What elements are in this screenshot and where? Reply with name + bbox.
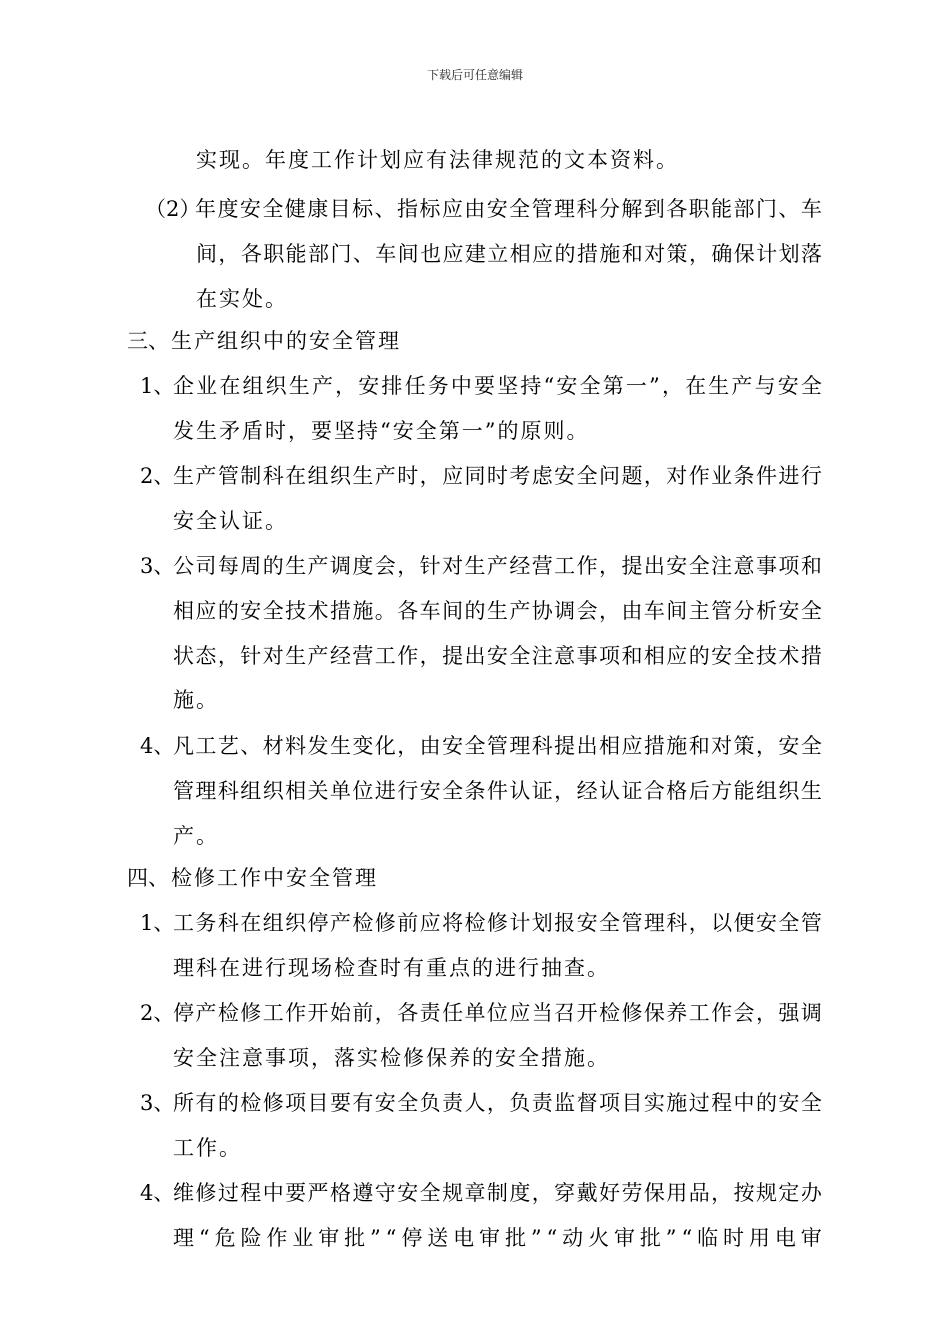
text-line — [140, 466, 822, 487]
line-text: 凡 工 艺 、 材 料 发 生 变 化 ， 由 安 全 管 理 科 提 出 相 应 措 施 和 对 策 ， 安 全 — [173, 734, 822, 758]
list-marker: 2、 — [140, 1001, 175, 1025]
text-line — [173, 646, 822, 667]
text-line — [145, 199, 822, 220]
list-marker: 三、 — [127, 329, 169, 353]
list-marker: （2） — [145, 197, 201, 221]
text-line — [140, 736, 822, 757]
list-marker: 3、 — [140, 1091, 175, 1115]
line-text: 生 产 管 制 科 在 组 织 生 产 时 ， 应 同 时 考 虑 安 全 问 题 ， 对 作 业 条 件 进 行 — [173, 464, 822, 488]
line-text: 施。 — [173, 688, 219, 712]
line-text: 发生矛盾时，要坚持“安全第一”的原则。 — [173, 419, 590, 443]
text-line — [173, 958, 610, 979]
text-line — [196, 289, 288, 310]
line-text: 检修工作中安全管理 — [171, 866, 378, 890]
line-text: 理科在进行现场检查时有重点的进行抽查。 — [173, 956, 610, 980]
text-line — [173, 826, 219, 847]
list-marker: 1、 — [140, 374, 175, 398]
text-line — [173, 690, 219, 711]
text-line — [140, 1183, 822, 1204]
list-marker: 1、 — [140, 911, 175, 935]
line-text: 维 修 过 程 中 要 严 格 遵 守 安 全 规 章 制 度 ， 穿 戴 好 劳 保 用 品 ， 按 规 定 办 — [173, 1181, 822, 1205]
page-header: 下载后可任意编辑 — [426, 68, 523, 82]
text-line — [196, 244, 822, 265]
line-text: 相 应 的 安 全 技 术 措 施 。 各 车 间 的 生 产 协 调 会 ， 由 车 间 主 管 分 析 安 全 — [173, 599, 822, 623]
line-text: 停 产 检 修 工 作 开 始 前 ， 各 责 任 单 位 应 当 召 开 检 修 保 养 工 作 会 ， 强 调 — [173, 1001, 822, 1025]
text-line — [173, 1048, 610, 1069]
line-text: 管 理 科 组 织 相 关 单 位 进 行 安 全 条 件 认 证 ， 经 认 证 合 格 后 方 能 组 织 生 — [173, 779, 822, 803]
text-line — [140, 556, 822, 577]
text-line — [140, 1003, 822, 1024]
text-line — [173, 421, 589, 442]
list-marker: 2、 — [140, 464, 175, 488]
text-line — [196, 150, 679, 171]
line-text: 所 有 的 检 修 项 目 要 有 安 全 负 责 人 ， 负 责 监 督 项 目 实 施 过 程 中 的 安 全 — [173, 1091, 822, 1115]
line-text: 生产组织中的安全管理 — [171, 329, 401, 353]
line-text: 间 ， 各 职 能 部 门 、 车 间 也 应 建 立 相 应 的 措 施 和 对 策 ， 确 保 计 划 落 — [196, 242, 822, 266]
text-line — [173, 781, 822, 802]
text-line — [140, 1093, 822, 1114]
line-text: 理 “ 危 险 作 业 审 批 ” “ 停 送 电 审 批 ” “ 动 火 审 批 ” “ 临 时 用 电 审 — [173, 1226, 822, 1250]
list-marker: 3、 — [140, 554, 175, 578]
text-line — [127, 331, 401, 352]
line-text: 工作。 — [173, 1136, 242, 1160]
line-text: 实现。年度工作计划应有法律规范的文本资料。 — [196, 148, 679, 172]
line-text: 企 业 在 组 织 生 产 ， 安 排 任 务 中 要 坚 持 “ 安 全 第 一 ” ， 在 生 产 与 安 全 — [173, 374, 822, 398]
text-line — [127, 868, 378, 889]
line-text: 产。 — [173, 824, 219, 848]
list-marker: 4、 — [140, 734, 175, 758]
text-line — [140, 913, 822, 934]
list-marker: 4、 — [140, 1181, 175, 1205]
line-text: 在实处。 — [196, 287, 288, 311]
line-text: 工 务 科 在 组 织 停 产 检 修 前 应 将 检 修 计 划 报 安 全 管 理 科 ， 以 便 安 全 管 — [173, 911, 822, 935]
line-text: 状 态 ， 针 对 生 产 经 营 工 作 ， 提 出 安 全 注 意 事 项 和 相 应 的 安 全 技 术 措 — [173, 644, 822, 668]
line-text: 安全注意事项，落实检修保养的安全措施。 — [173, 1046, 610, 1070]
line-text: 安全认证。 — [173, 509, 288, 533]
line-text: 公 司 每 周 的 生 产 调 度 会 ， 针 对 生 产 经 营 工 作 ， 提 出 安 全 注 意 事 项 和 — [173, 554, 822, 578]
list-marker: 四、 — [127, 866, 169, 890]
text-line — [140, 376, 822, 397]
text-line — [173, 511, 288, 532]
text-line — [173, 601, 822, 622]
line-text: 年 度 安 全 健 康 目 标 、 指 标 应 由 安 全 管 理 科 分 解 到 各 职 能 部 门 、 车 — [195, 197, 822, 221]
text-line — [173, 1228, 822, 1249]
text-line — [173, 1138, 242, 1159]
